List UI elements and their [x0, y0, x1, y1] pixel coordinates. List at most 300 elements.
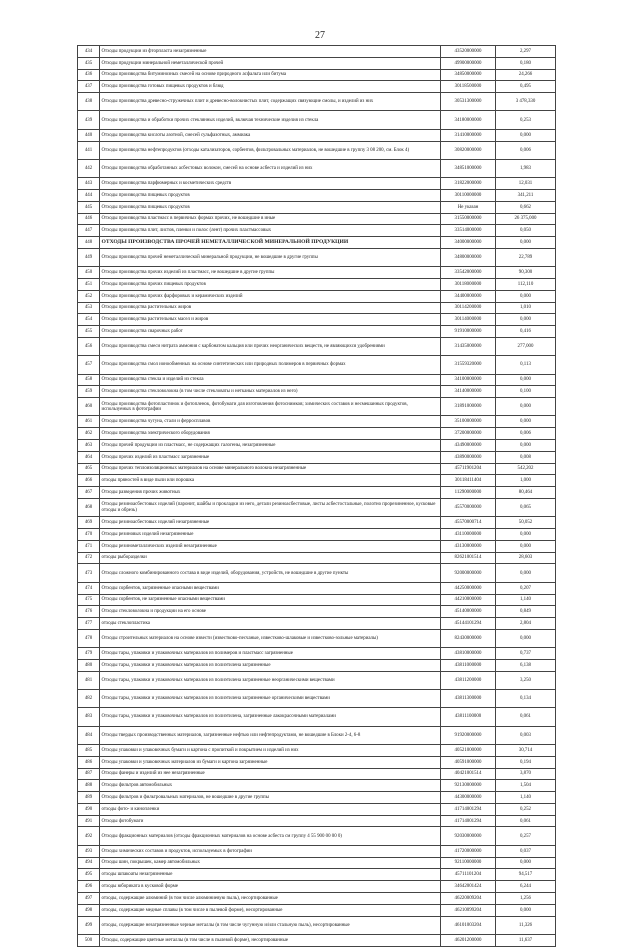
waste-name: Отходы тары, упаковки и упаковочных материалов из полимеров и пластмасс загрязненные	[100, 648, 441, 660]
waste-name: Отходы фотобумаги	[100, 815, 441, 827]
table-row	[78, 398, 556, 416]
row-number: 451	[78, 278, 100, 290]
row-number: 438	[78, 93, 100, 111]
waste-amount: 0,100	[496, 386, 556, 398]
waste-name: Отходы разведения прочих животных	[100, 487, 441, 499]
table-row	[78, 594, 556, 606]
waste-name: Отходы прочей продукции из пластмасс, не содержащих галогены, незагрязненные	[100, 439, 441, 451]
waste-code: 40521000000	[441, 744, 496, 756]
page-number: 27	[315, 30, 325, 41]
waste-name: Отходы прочих изделий из пластмасс загрязненные	[100, 451, 441, 463]
table-row	[78, 416, 556, 428]
table-row	[78, 815, 556, 827]
waste-amount: 0,737	[496, 648, 556, 660]
table-row	[78, 302, 556, 314]
waste-amount: 0,008	[496, 451, 556, 463]
waste-code: 43520000000	[441, 46, 496, 58]
row-number: 440	[78, 129, 100, 141]
waste-amount: 0,000	[496, 629, 556, 647]
waste-amount: 0,006	[496, 141, 556, 159]
waste-name: Отходы тары, упаковки и упаковочных материалов из полиэтилена загрязненные неорганическими веществами	[100, 671, 441, 689]
waste-amount: 0,000	[496, 416, 556, 428]
waste-code: 30114200000	[441, 302, 496, 314]
waste-name: Отходы фильтров автомобильных	[100, 780, 441, 792]
waste-code: 82430000000	[441, 629, 496, 647]
table-row	[78, 326, 556, 338]
waste-code: 45140000000	[441, 606, 496, 618]
row-number: 478	[78, 629, 100, 647]
row-number: 449	[78, 248, 100, 266]
table-row	[78, 803, 556, 815]
row-number: 456	[78, 337, 100, 355]
table-row	[78, 290, 556, 302]
waste-table-body	[78, 46, 556, 947]
waste-amount: 1,000	[496, 475, 556, 487]
row-number: 481	[78, 671, 100, 689]
waste-name: Отходы производства прочей неметаллической минеральной продукции, не вошедшие в другие группы	[100, 248, 441, 266]
waste-code: 44250000000	[441, 582, 496, 594]
waste-amount: 0,253	[496, 111, 556, 129]
waste-code: 34140000000	[441, 386, 496, 398]
waste-code: 92030000000	[441, 827, 496, 845]
row-number: 489	[78, 792, 100, 804]
waste-code: 34851000000	[441, 159, 496, 177]
table-row	[78, 540, 556, 552]
waste-name: Отходы тары, упаковки и упаковочных материалов из полиэтилена загрязненные органическими веществами	[100, 690, 441, 708]
row-number: 483	[78, 708, 100, 726]
waste-code: 43811100000	[441, 708, 496, 726]
waste-name: Отходы тары, упаковки и упаковочных материалов из полиэтилена, загрязненные лакокрасочными материалами	[100, 708, 441, 726]
waste-code: 46101003204	[441, 916, 496, 934]
waste-name: Отходы резиновых изделий незагрязненные	[100, 529, 441, 541]
table-row	[78, 178, 556, 190]
waste-name: Отходы сорбентов, не загрязненные опасными веществами	[100, 594, 441, 606]
waste-name: Отходы производства смол ионообменных на основе синтетических или природных полимеров в первичных формах	[100, 356, 441, 374]
waste-code: 35100000000	[441, 416, 496, 428]
waste-amount: 80,464	[496, 487, 556, 499]
waste-amount: 3,870	[496, 768, 556, 780]
waste-code: 34642001424	[441, 881, 496, 893]
row-number: 490	[78, 803, 100, 815]
table-row	[78, 314, 556, 326]
waste-amount: 0,000	[496, 529, 556, 541]
row-number: 494	[78, 857, 100, 869]
row-number: 465	[78, 463, 100, 475]
waste-name: Отходы производства плит, листов, пленки и полос (лент) прочих пластмассовых	[100, 225, 441, 237]
table-row	[78, 111, 556, 129]
waste-code: 43130000000	[441, 540, 496, 552]
waste-name: отходы шпакоаты незагрязненные	[100, 869, 441, 881]
table-row	[78, 475, 556, 487]
waste-name: Отходы, содержащие цветные металлы (в том числе в пылевой форме), несортированные	[100, 934, 441, 946]
waste-code: 91910000000	[441, 326, 496, 338]
waste-name: Отходы сложного комбинированного состава в виде изделий, оборудования, устройств, не вошедшие в другие пункты	[100, 564, 441, 582]
row-number: 455	[78, 326, 100, 338]
waste-name: Отходы фракционных материалов (отходы фракционных материалов на основе асбеста см группу 4 55 900 00 00 0)	[100, 827, 441, 845]
row-number: 479	[78, 648, 100, 660]
row-number: 448	[78, 237, 100, 249]
waste-amount: 0,061	[496, 708, 556, 726]
table-row	[78, 869, 556, 881]
waste-code: 43811300000	[441, 690, 496, 708]
waste-amount: 542,202	[496, 463, 556, 475]
row-number: 485	[78, 744, 100, 756]
row-number: 466	[78, 475, 100, 487]
waste-amount: 50,052	[496, 517, 556, 529]
table-row	[78, 792, 556, 804]
row-number: 469	[78, 517, 100, 529]
waste-code: 31891000000	[441, 398, 496, 416]
waste-amount: 1,010	[496, 302, 556, 314]
waste-name: Отходы продукции из фторпласта незагрязненные	[100, 46, 441, 58]
waste-amount: 0,194	[496, 756, 556, 768]
table-row	[78, 582, 556, 594]
waste-code: 30110000000	[441, 189, 496, 201]
waste-code: 43890000000	[441, 451, 496, 463]
waste-code: 46220009204	[441, 892, 496, 904]
waste-code: 46201200000	[441, 934, 496, 946]
waste-amount: 2,804	[496, 618, 556, 630]
waste-code: Не указан	[441, 201, 496, 213]
waste-amount: 0,000	[496, 398, 556, 416]
waste-name: Отходы производства битуминозных смесей на основе природного асфальта или битума	[100, 69, 441, 81]
waste-name: Отходы сорбентов, загрязненные опасными веществами	[100, 582, 441, 594]
row-number: 445	[78, 201, 100, 213]
table-row	[78, 487, 556, 499]
row-number: 463	[78, 439, 100, 451]
table-row	[78, 552, 556, 564]
row-number: 491	[78, 815, 100, 827]
row-number: 442	[78, 159, 100, 177]
waste-name: Отходы производства сварочных работ	[100, 326, 441, 338]
waste-name: Отходы производства растительных масел и жиров	[100, 314, 441, 326]
waste-code: 41714001294	[441, 803, 496, 815]
waste-amount: 1,504	[496, 780, 556, 792]
waste-amount: 6,244	[496, 881, 556, 893]
waste-name: Отходы производства чугуна, стали и ферросплавов	[100, 416, 441, 428]
waste-code: 46210099204	[441, 904, 496, 916]
waste-amount: 0,000	[496, 314, 556, 326]
waste-code: 37200000000	[441, 428, 496, 440]
table-row	[78, 386, 556, 398]
waste-amount: 6,138	[496, 659, 556, 671]
waste-code: 44210000000	[441, 594, 496, 606]
table-row	[78, 756, 556, 768]
row-number: 477	[78, 618, 100, 630]
row-number: 436	[78, 69, 100, 81]
waste-amount: 0,061	[496, 815, 556, 827]
waste-name: Отходы производства фотопластинок и фотопленок, фотобумаги для изготовления фотоснимков; химических составов и несмешанных продуктов, используемых в фотографии	[100, 398, 441, 416]
waste-amount: 0,252	[496, 803, 556, 815]
waste-name: Отходы фанеры и изделий из нее незагрязненные	[100, 768, 441, 780]
waste-name: отходы, содержащие медные сплавы (в том числе в пылевой форме), несортированные	[100, 904, 441, 916]
table-row	[78, 916, 556, 934]
table-row	[78, 744, 556, 756]
waste-amount: 0,000	[496, 439, 556, 451]
row-number: 460	[78, 398, 100, 416]
waste-code: 40591000000	[441, 756, 496, 768]
waste-name: Отходы производства прочих фарфоровых и керамических изделий	[100, 290, 441, 302]
waste-amount: 0,495	[496, 81, 556, 93]
waste-code: 33542000000	[441, 267, 496, 279]
waste-amount: 1,140	[496, 594, 556, 606]
waste-name: Отходы производства стекловолокна (в том числе стекловаты и нетканых материалов из него)	[100, 386, 441, 398]
table-row	[78, 248, 556, 266]
row-number: 492	[78, 827, 100, 845]
row-number: 447	[78, 225, 100, 237]
waste-code: 30114000000	[441, 314, 496, 326]
table-row	[78, 648, 556, 660]
table-row	[78, 629, 556, 647]
waste-code: 31435000000	[441, 337, 496, 355]
waste-name: Отходы производства обработанных асбестовых волокон, смесей на основе асбеста и изделий из них	[100, 159, 441, 177]
waste-name: отходы пряностей в виде пыли или порошка	[100, 475, 441, 487]
waste-amount: 0,000	[496, 129, 556, 141]
row-number: 467	[78, 487, 100, 499]
waste-amount: 12,031	[496, 178, 556, 190]
waste-code: 41714001294	[441, 815, 496, 827]
waste-code: 45570000714	[441, 517, 496, 529]
table-row	[78, 46, 556, 58]
table-row	[78, 934, 556, 946]
waste-name: Отходы прочих теплоизоляционных материалов на основе минерального волокна незагрязненные	[100, 463, 441, 475]
waste-code: 31410000000	[441, 129, 496, 141]
waste-amount: 0,000	[496, 290, 556, 302]
waste-name: отходы рыборазделки	[100, 552, 441, 564]
waste-code: 33514000000	[441, 225, 496, 237]
waste-code: 45570000000	[441, 498, 496, 516]
row-number: 499	[78, 916, 100, 934]
table-row	[78, 708, 556, 726]
table-row	[78, 881, 556, 893]
waste-code: 92000000000	[441, 564, 496, 582]
waste-code: 30118500000	[441, 81, 496, 93]
waste-name: Отходы упаковки и упаковочных бумаги и картона с пропиткой и покрытием и изделий из них	[100, 744, 441, 756]
waste-code: 43490000000	[441, 439, 496, 451]
table-row	[78, 904, 556, 916]
row-number: 486	[78, 756, 100, 768]
table-row	[78, 237, 556, 249]
waste-name: Отходы производства растительных жиров	[100, 302, 441, 314]
table-row	[78, 278, 556, 290]
waste-name: Отходы производства смеси нитрата аммония с карбонатом кальция или прочих неорганических веществ, не являющихся удобрениями	[100, 337, 441, 355]
row-number: 464	[78, 451, 100, 463]
row-number: 471	[78, 540, 100, 552]
waste-amount: 112,110	[496, 278, 556, 290]
row-number: 458	[78, 374, 100, 386]
waste-code: 34850000000	[441, 69, 496, 81]
waste-name: Отходы резиноасбестовых изделий (паронит, шайбы и прокладки из него, детали резиноасбестовые, листы асбестостальные, полотно прорезиненное, кусковые отходы и обрезь)	[100, 498, 441, 516]
waste-code: 30531300000	[441, 93, 496, 111]
waste-code: 44300000000	[441, 792, 496, 804]
waste-name: ОТХОДЫ ПРОИЗВОДСТВА ПРОЧЕЙ НЕМЕТАЛЛИЧЕСКОЙ МИНЕРАЛЬНОЙ ПРОДУКЦИИ	[100, 237, 441, 249]
waste-amount: 0,180	[496, 57, 556, 69]
row-number: 461	[78, 416, 100, 428]
waste-name: Отходы упаковки и упаковочных материалов из бумаги и картона загрязненные	[100, 756, 441, 768]
row-number: 435	[78, 57, 100, 69]
waste-amount: 26 375,000	[496, 213, 556, 225]
row-number: 472	[78, 552, 100, 564]
table-row	[78, 659, 556, 671]
row-number: 437	[78, 81, 100, 93]
table-row	[78, 213, 556, 225]
row-number: 439	[78, 111, 100, 129]
row-number: 446	[78, 213, 100, 225]
table-row	[78, 428, 556, 440]
waste-amount: 0,416	[496, 326, 556, 338]
waste-name: отходы фото- и кинопленки	[100, 803, 441, 815]
table-row	[78, 671, 556, 689]
row-number: 454	[78, 314, 100, 326]
table-row	[78, 517, 556, 529]
waste-amount: 2,297	[496, 46, 556, 58]
waste-code: 34800000000	[441, 248, 496, 266]
waste-name: Отходы производства готовых пищевых продуктов и блюд	[100, 81, 441, 93]
waste-amount: 28,603	[496, 552, 556, 564]
waste-code: 34180000000	[441, 111, 496, 129]
waste-name: Отходы резиноасбестовых изделий незагрязненные	[100, 517, 441, 529]
row-number: 444	[78, 189, 100, 201]
waste-name: Отходы производства парфюмерных и косметических средств	[100, 178, 441, 190]
waste-name: Отходы производства пищевых продуктов	[100, 201, 441, 213]
table-row	[78, 780, 556, 792]
row-number: 453	[78, 302, 100, 314]
waste-name: отходы юбориката в кусковой форме	[100, 881, 441, 893]
waste-amount: 341,211	[496, 189, 556, 201]
row-number: 470	[78, 529, 100, 541]
waste-amount: 11,326	[496, 916, 556, 934]
waste-code: 34400000000	[441, 290, 496, 302]
waste-amount: 0,134	[496, 690, 556, 708]
row-number: 474	[78, 582, 100, 594]
row-number: 500	[78, 934, 100, 946]
waste-code: 45144101294	[441, 618, 496, 630]
table-row	[78, 768, 556, 780]
waste-amount: 0,849	[496, 606, 556, 618]
waste-amount: 277,000	[496, 337, 556, 355]
row-number: 475	[78, 594, 100, 606]
waste-name: Отходы производства прочих изделий из пластмасс, не вошедшие в другие группы	[100, 267, 441, 279]
table-row	[78, 374, 556, 386]
table-row	[78, 463, 556, 475]
waste-code: 82621001514	[441, 552, 496, 564]
waste-amount: 1,140	[496, 792, 556, 804]
waste-name: Отходы производства прочих пищевых продуктов	[100, 278, 441, 290]
waste-amount: 30,714	[496, 744, 556, 756]
table-row	[78, 141, 556, 159]
row-number: 443	[78, 178, 100, 190]
table-row	[78, 845, 556, 857]
waste-amount: 0,000	[496, 904, 556, 916]
waste-code: 30820000000	[441, 141, 496, 159]
waste-code: 31550000000	[441, 213, 496, 225]
waste-name: Отходы шин, покрышек, камер автомобильных	[100, 857, 441, 869]
row-number: 452	[78, 290, 100, 302]
waste-amount: 0,257	[496, 827, 556, 845]
waste-amount: 0,207	[496, 582, 556, 594]
waste-name: Отходы химических составов и продуктов, используемых в фотографии	[100, 845, 441, 857]
waste-amount: 0,065	[496, 498, 556, 516]
waste-code: 43811200000	[441, 671, 496, 689]
table-row	[78, 93, 556, 111]
waste-name: Отходы продукции минеральной неметаллической прочей	[100, 57, 441, 69]
table-row	[78, 564, 556, 582]
waste-amount: 0,113	[496, 356, 556, 374]
waste-amount: 0,006	[496, 428, 556, 440]
table-row	[78, 225, 556, 237]
waste-amount: 1,983	[496, 159, 556, 177]
waste-name: Отходы производства стекла и изделий из стекла	[100, 374, 441, 386]
waste-amount: 0,000	[496, 237, 556, 249]
waste-code: 40421001514	[441, 768, 496, 780]
waste-amount: 0,000	[496, 857, 556, 869]
row-number: 495	[78, 869, 100, 881]
waste-amount: 0,000	[496, 564, 556, 582]
table-row	[78, 498, 556, 516]
waste-code: 31822000000	[441, 178, 496, 190]
row-number: 457	[78, 356, 100, 374]
waste-code: 43110000000	[441, 529, 496, 541]
waste-name: отходы, содержащие незагрязненные черные металлы (в том числе чугунную и/или стальную пыль), несортированные	[100, 916, 441, 934]
row-number: 480	[78, 659, 100, 671]
waste-amount: 0,037	[496, 845, 556, 857]
row-number: 462	[78, 428, 100, 440]
row-number: 441	[78, 141, 100, 159]
row-number: 488	[78, 780, 100, 792]
row-number: 459	[78, 386, 100, 398]
table-row	[78, 529, 556, 541]
table-row	[78, 57, 556, 69]
waste-code: 45711901204	[441, 463, 496, 475]
waste-code: 49900000000	[441, 57, 496, 69]
table-row	[78, 81, 556, 93]
waste-name: Отходы производства пищевых продуктов	[100, 189, 441, 201]
waste-name: Отходы производства электрического оборудования	[100, 428, 441, 440]
table-row	[78, 201, 556, 213]
table-row	[78, 439, 556, 451]
row-number: 434	[78, 46, 100, 58]
waste-code: 41720000000	[441, 845, 496, 857]
waste-code: 43811000000	[441, 659, 496, 671]
row-number: 493	[78, 845, 100, 857]
waste-name: отходы, содержащие алюминий (в том числе алюминиевую пыль), несортированные	[100, 892, 441, 904]
row-number: 468	[78, 498, 100, 516]
table-row	[78, 451, 556, 463]
row-number: 482	[78, 690, 100, 708]
row-number: 487	[78, 768, 100, 780]
table-row	[78, 690, 556, 708]
waste-name: Отходы производства древесно-стружечных плит и древесно-волокнистых плит, содержащих связующие смолы, и изделий из них	[100, 93, 441, 111]
waste-amount: 94,517	[496, 869, 556, 881]
waste-code: 34000000000	[441, 237, 496, 249]
waste-amount: 24,266	[496, 69, 556, 81]
table-row	[78, 827, 556, 845]
waste-name: Отходы производства пластмасс в первичных формах прочих, не вошедшие в иные	[100, 213, 441, 225]
waste-code: 11290000000	[441, 487, 496, 499]
table-row	[78, 726, 556, 744]
waste-name: Отходы производства кислоты азотной, смесей сульфазотных, аммиака	[100, 129, 441, 141]
waste-name: Отходы тары, упаковки и упаковочных материалов из полиэтилена загрязненные	[100, 659, 441, 671]
waste-code: 30118000000	[441, 278, 496, 290]
waste-name: Отходы производства и обработки прочих стеклянных изделий, включая технические изделия из стекла	[100, 111, 441, 129]
waste-amount: 0,000	[496, 540, 556, 552]
waste-amount: 3 478,330	[496, 93, 556, 111]
table-row	[78, 69, 556, 81]
table-row	[78, 267, 556, 279]
waste-name: Отходы строительных материалов на основе извести (известково-песчаные, известково-шлаковые и известково-зольные материалы)	[100, 629, 441, 647]
waste-name: Отходы стекловолокна и продукции на его основе	[100, 606, 441, 618]
waste-table	[77, 45, 556, 947]
